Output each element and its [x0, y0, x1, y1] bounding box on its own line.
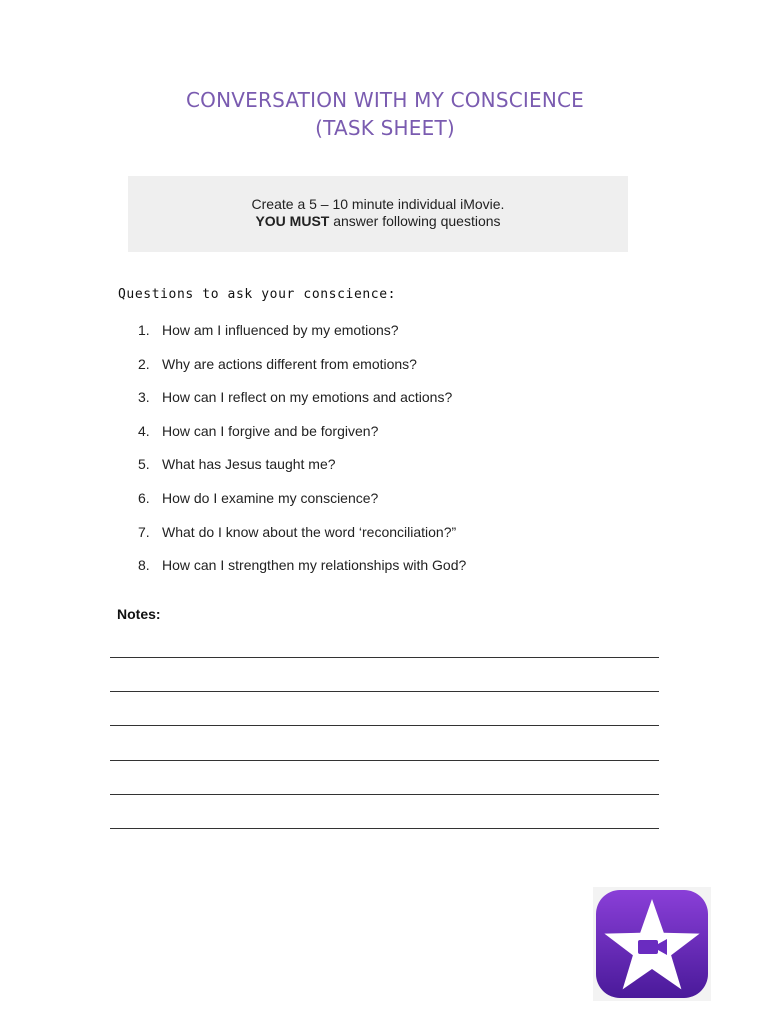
instruction-emphasis: YOU MUST [255, 213, 330, 229]
note-line [110, 657, 659, 658]
item-text: Why are actions different from emotions? [162, 355, 417, 372]
note-line [110, 828, 659, 829]
instruction-rest: answer following questions [329, 213, 501, 229]
item-text: What do I know about the word ‘reconciliation?” [162, 523, 457, 540]
title-line-1: CONVERSATION WITH MY CONSCIENCE [186, 88, 584, 112]
item-number: 4. [138, 422, 150, 439]
item-text: What has Jesus taught me? [162, 456, 336, 473]
note-line [110, 691, 659, 692]
note-line [110, 794, 659, 795]
item-number: 7. [138, 523, 150, 540]
item-number: 1. [138, 322, 150, 338]
list-item [138, 354, 466, 388]
item-number: 8. [138, 557, 150, 574]
title-line-2: (TASK SHEET) [315, 116, 455, 140]
list-item [138, 320, 466, 354]
item-text: How do I examine my conscience? [162, 489, 379, 506]
item-text: How can I reflect on my emotions and actions? [162, 389, 453, 406]
item-text: How can I forgive and be forgiven? [162, 422, 379, 439]
note-line [110, 760, 659, 761]
questions-list [138, 320, 466, 589]
item-number: 2. [138, 355, 150, 372]
instruction-line-2 [128, 213, 628, 230]
imovie-star-icon [593, 887, 711, 1001]
note-line [110, 725, 659, 726]
instruction-line-1: Create a 5 – 10 minute individual iMovie. [251, 196, 505, 212]
list-item [138, 387, 466, 421]
list-item [138, 522, 466, 556]
list-item [138, 488, 466, 522]
list-item [138, 454, 466, 488]
page-title [0, 86, 768, 142]
notes-label: Notes: [117, 606, 161, 622]
list-item [138, 555, 466, 589]
item-number: 3. [138, 389, 150, 406]
item-text: How can I strengthen my relationships with God? [162, 557, 467, 574]
questions-heading: Questions to ask your conscience: [118, 287, 397, 302]
instruction-box [128, 176, 628, 252]
list-item [138, 421, 466, 455]
item-number: 6. [138, 489, 150, 506]
item-text: How am I influenced by my emotions? [162, 322, 399, 338]
item-number: 5. [138, 456, 150, 473]
